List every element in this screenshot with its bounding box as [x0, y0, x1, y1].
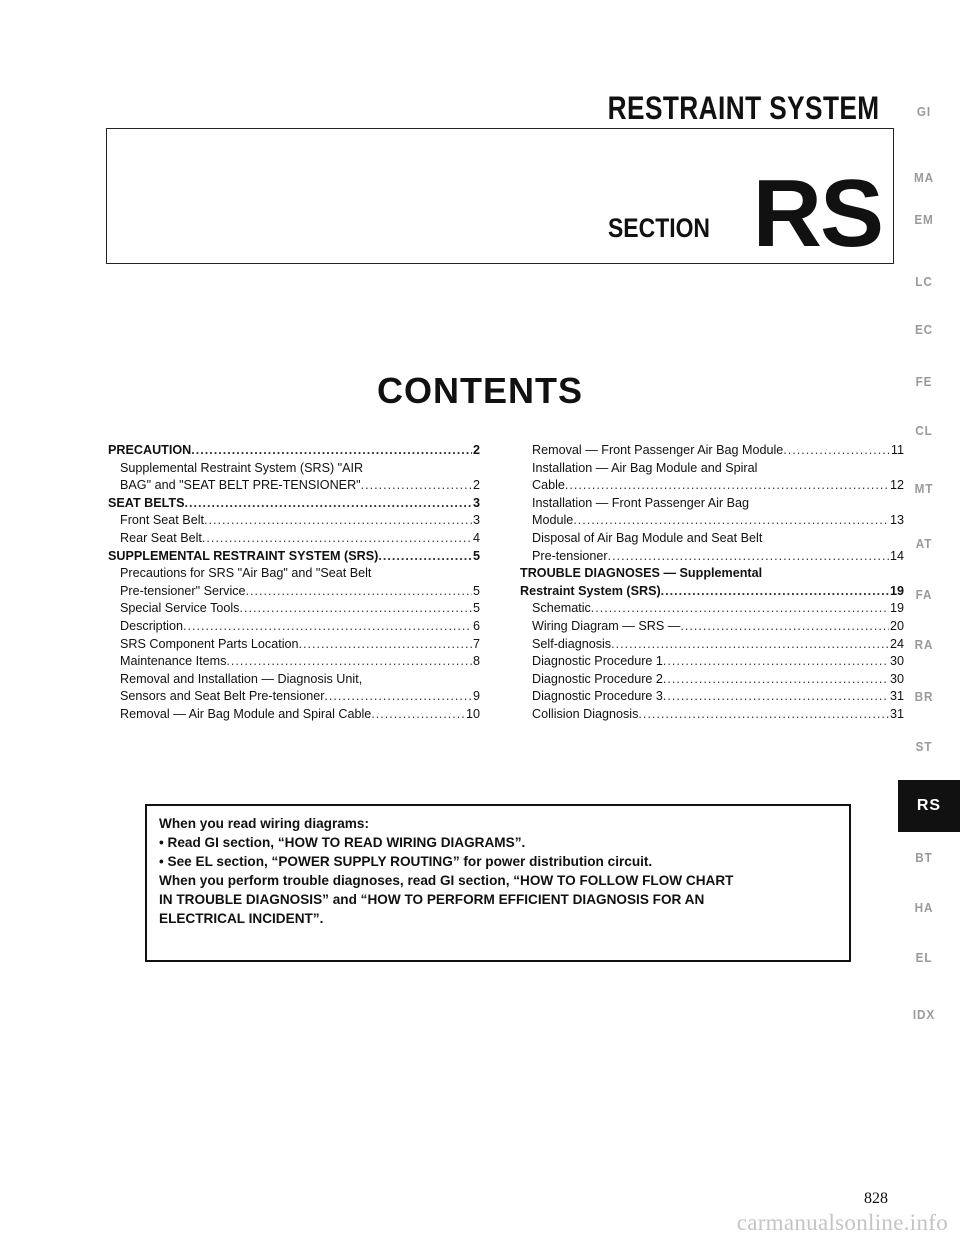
toc-entry	[108, 583, 480, 601]
toc-entry-page: 24	[889, 636, 904, 651]
section-tab-fa[interactable]: FA	[915, 587, 933, 602]
toc-entry	[108, 671, 480, 689]
contents-heading: CONTENTS	[377, 370, 583, 411]
toc-entry-page: 10	[465, 706, 480, 721]
toc-entry-page: 31	[889, 689, 904, 704]
toc-entry-label: Collision Diagnosis	[532, 706, 639, 721]
toc-leader-dots	[246, 583, 472, 601]
toc-leader-dots	[226, 653, 472, 671]
toc-entry	[108, 548, 480, 566]
toc-entry	[108, 688, 480, 706]
toc-entry	[520, 460, 904, 478]
toc-entry-label: Cable	[532, 478, 565, 493]
toc-entry-page: 3	[472, 513, 480, 528]
toc-leader-dots	[663, 671, 889, 689]
section-tabs	[888, 0, 960, 1242]
toc-leader-dots	[663, 688, 889, 706]
toc-entry-page: 14	[889, 548, 904, 563]
note-line: • Read GI section, “HOW TO READ WIRING DIAGRAMS”.	[159, 835, 526, 850]
section-tab-cl[interactable]: CL	[915, 423, 933, 438]
toc-leader-dots	[185, 495, 472, 513]
toc-leader-dots	[573, 512, 889, 530]
toc-leader-dots	[661, 583, 889, 601]
note-line: When you perform trouble diagnoses, read GI section, “HOW TO FOLLOW FLOW CHART	[159, 873, 734, 888]
toc-entry	[520, 688, 904, 706]
toc-entry-label: SEAT BELTS	[108, 495, 185, 510]
toc-entry-page: 6	[472, 618, 480, 633]
toc-entry	[520, 583, 904, 601]
toc-entry-label: Removal and Installation — Diagnosis Unit,	[120, 671, 363, 686]
toc-entry-label: Restraint System (SRS)	[520, 583, 661, 598]
note-line: • See EL section, “POWER SUPPLY ROUTING” for power distribution circuit.	[159, 854, 653, 869]
toc-entry	[108, 618, 480, 636]
section-tab-gi[interactable]: GI	[916, 104, 932, 119]
toc-left-column	[108, 442, 480, 724]
toc-entry	[108, 460, 480, 478]
toc-entry	[108, 477, 480, 495]
toc-entry	[520, 495, 904, 513]
section-tab-rs[interactable]: RS	[898, 780, 960, 832]
section-tab-idx[interactable]: IDX	[912, 1007, 936, 1022]
toc-entry-page: 20	[889, 618, 904, 633]
toc-entry	[520, 477, 904, 495]
section-tab-em[interactable]: EM	[914, 212, 934, 227]
toc-leader-dots	[183, 618, 472, 636]
toc-leader-dots	[324, 688, 472, 706]
toc-entry-label: Diagnostic Procedure 1	[532, 654, 663, 669]
toc-entry-label: Special Service Tools	[120, 601, 240, 616]
section-code: RS	[752, 160, 882, 267]
toc-entry	[108, 653, 480, 671]
section-tab-at[interactable]: AT	[915, 536, 933, 551]
toc-entry-label: Front Seat Belt	[120, 513, 204, 528]
toc-leader-dots	[191, 442, 472, 460]
note-line: When you read wiring diagrams:	[159, 816, 369, 831]
toc-entry-label: TROUBLE DIAGNOSES — Supplemental	[520, 566, 763, 581]
toc-entry-page: 19	[889, 601, 904, 616]
toc-leader-dots	[204, 512, 472, 530]
toc-entry-label: Rear Seat Belt	[120, 530, 202, 545]
section-tab-el[interactable]: EL	[915, 950, 933, 965]
toc-leader-dots	[591, 600, 889, 618]
toc-entry-page: 30	[889, 654, 904, 669]
section-title: RESTRAINT SYSTEM	[608, 90, 880, 126]
section-tab-fe[interactable]: FE	[915, 374, 933, 389]
toc-entry-label: Schematic	[532, 601, 591, 616]
note-line: ELECTRICAL INCIDENT”.	[159, 911, 324, 926]
note-line: IN TROUBLE DIAGNOSIS” and “HOW TO PERFORM EFFICIENT DIAGNOSIS FOR AN	[159, 892, 705, 907]
toc-leader-dots	[680, 618, 889, 636]
toc-entry-label: Disposal of Air Bag Module and Seat Belt	[532, 530, 763, 545]
toc-entry-label: Installation — Air Bag Module and Spiral	[532, 460, 758, 475]
toc-entry-label: BAG" and "SEAT BELT PRE-TENSIONER"	[120, 478, 361, 493]
toc-entry	[520, 442, 904, 460]
toc-entry-label: Maintenance Items	[120, 654, 227, 669]
section-tab-ra[interactable]: RA	[914, 637, 934, 652]
toc-entry-page: 13	[889, 513, 904, 528]
toc-leader-dots	[783, 442, 890, 460]
toc-entry-label: Diagnostic Procedure 2	[532, 671, 663, 686]
toc-entry-page: 12	[889, 478, 904, 493]
toc-entry	[520, 600, 904, 618]
toc-leader-dots	[371, 706, 465, 724]
toc-entry-label: PRECAUTION	[108, 443, 192, 457]
wiring-diagram-note	[145, 804, 851, 962]
toc-entry-page: 4	[472, 530, 480, 545]
toc-entry	[520, 706, 904, 724]
toc-entry-label: Precautions for SRS "Air Bag" and "Seat Belt	[120, 566, 372, 581]
toc-entry	[108, 565, 480, 583]
toc-leader-dots	[611, 636, 889, 654]
section-tab-mt[interactable]: MT	[914, 481, 934, 496]
toc-entry-page: 30	[889, 671, 904, 686]
toc-entry-page: 3	[472, 495, 480, 510]
toc-entry	[520, 636, 904, 654]
toc-entry-label: Installation — Front Passenger Air Bag	[532, 495, 750, 510]
toc-entry-label: Pre-tensioner" Service	[120, 583, 246, 598]
toc-leader-dots	[378, 548, 472, 566]
toc-entry	[520, 618, 904, 636]
toc-leader-dots	[299, 636, 472, 654]
toc-entry-label: Wiring Diagram — SRS —	[532, 618, 681, 633]
toc-entry-page: 9	[472, 689, 480, 704]
toc-entry	[520, 671, 904, 689]
toc-entry-label: Supplemental Restraint System (SRS) "AIR	[120, 460, 364, 475]
section-tab-ma[interactable]: MA	[914, 170, 934, 185]
toc-leader-dots	[638, 706, 889, 724]
section-tab-st[interactable]: ST	[915, 739, 933, 754]
toc-leader-dots	[663, 653, 889, 671]
toc-entry	[108, 495, 480, 513]
toc-leader-dots	[361, 477, 472, 495]
page-number: 828	[864, 1190, 888, 1207]
toc-entry	[108, 636, 480, 654]
toc-entry-page: 2	[472, 443, 480, 457]
toc-entry-label: SRS Component Parts Location	[120, 636, 299, 651]
toc-leader-dots	[239, 600, 472, 618]
toc-entry-label: Diagnostic Procedure 3	[532, 689, 663, 704]
toc-entry	[108, 600, 480, 618]
toc-leader-dots	[565, 477, 889, 495]
toc-entry	[520, 653, 904, 671]
toc-entry-label: Module	[532, 513, 574, 528]
section-tab-bt[interactable]: BT	[915, 850, 933, 865]
toc-entry-label: SUPPLEMENTAL RESTRAINT SYSTEM (SRS)	[108, 548, 379, 563]
section-tab-lc[interactable]: LC	[915, 274, 933, 289]
toc-entry	[108, 512, 480, 530]
toc-entry	[108, 530, 480, 548]
toc-entry-label: Removal — Front Passenger Air Bag Module	[532, 443, 784, 457]
toc-entry	[108, 442, 480, 460]
toc-entry-page: 31	[889, 706, 904, 721]
toc-right-column	[520, 442, 904, 724]
toc-entry-page: 2	[472, 478, 480, 493]
toc-entry-page: 7	[472, 636, 480, 651]
toc-entry	[520, 512, 904, 530]
toc-entry-label: Removal — Air Bag Module and Spiral Cable	[120, 706, 372, 721]
toc-entry-page: 11	[890, 443, 904, 457]
toc-entry-label: Sensors and Seat Belt Pre-tensioner	[120, 689, 325, 704]
toc-entry-label: Self-diagnosis	[532, 636, 612, 651]
toc-entry-page: 5	[472, 583, 480, 598]
toc-entry	[520, 565, 904, 583]
toc-entry-page: 8	[472, 654, 480, 669]
toc-leader-dots	[202, 530, 472, 548]
section-label: SECTION	[607, 213, 710, 243]
toc-entry-page: 5	[472, 548, 480, 563]
toc-leader-dots	[608, 548, 889, 566]
section-tab-ec[interactable]: EC	[914, 322, 934, 337]
toc-entry	[520, 548, 904, 566]
section-tab-br[interactable]: BR	[914, 689, 934, 704]
toc-entry	[108, 706, 480, 724]
toc-entry-label: Description	[120, 618, 183, 633]
toc-entry-page: 19	[889, 583, 904, 598]
toc-entry	[520, 530, 904, 548]
toc-entry-page: 5	[472, 601, 480, 616]
watermark: carmanualsonline.info	[736, 1210, 948, 1235]
toc-entry-label: Pre-tensioner	[532, 548, 608, 563]
section-tab-ha[interactable]: HA	[914, 900, 934, 915]
